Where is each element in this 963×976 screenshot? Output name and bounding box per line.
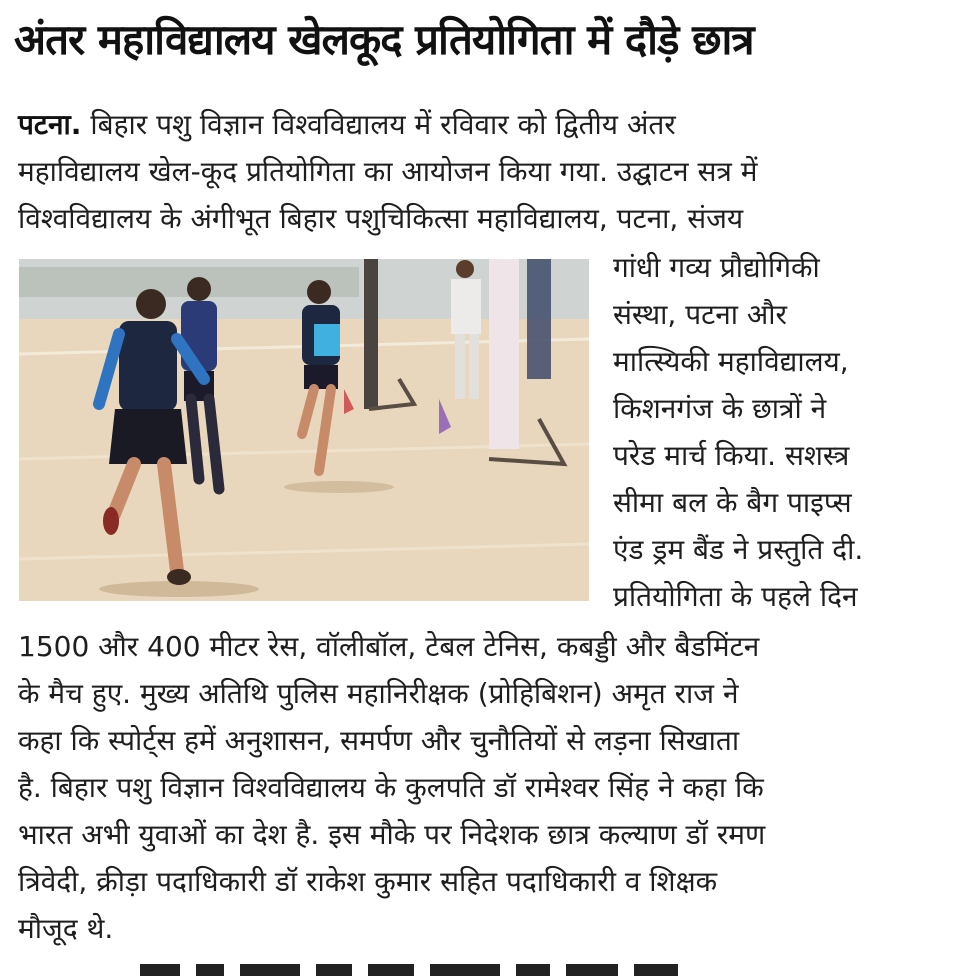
side-line-2: संस्था, पटना और	[613, 298, 788, 331]
body-line-4: 1500 और 400 मीटर रेस, वॉलीबॉल, टेबल टेनिस, कबड्डी और बैडमिंटन	[18, 630, 760, 663]
runner-shoe	[167, 569, 191, 585]
body-line-5: के मैच हुए. मुख्य अतिथि पुलिस महानिरीक्षक (प्रोहिबिशन) अमृत राज ने	[18, 677, 739, 710]
banner-post	[489, 259, 519, 449]
body-line-8: भारत अभी युवाओं का देश है. इस मौके पर निदेशक छात्र कल्याण डॉ रमण	[18, 818, 766, 851]
runner-shadow	[284, 481, 394, 493]
body-line-1: पटना. बिहार पशु विज्ञान विश्वविद्यालय में रविवार को द्वितीय अंतर	[18, 108, 676, 141]
runner-jersey	[119, 321, 177, 411]
side-line-1: गांधी गव्य प्रौद्योगिकी	[613, 251, 820, 284]
runner-head	[136, 289, 166, 319]
headline: अंतर महाविद्यालय खेलकूद प्रतियोगिता में दौड़े छात्र	[14, 15, 754, 64]
next-headline-cut	[140, 964, 800, 976]
dateline: पटना.	[18, 108, 82, 141]
news-photo	[19, 259, 589, 601]
body-line-2: महाविद्यालय खेल-कूद प्रतियोगिता का आयोजन किया गया. उद्घाटन सत्र में	[18, 155, 758, 188]
spectator	[527, 259, 551, 379]
runner-head	[307, 280, 331, 304]
runner-skirt	[109, 409, 187, 464]
side-line-8: प्रतियोगिता के पहले दिन	[613, 580, 858, 613]
official-leg	[469, 334, 479, 399]
side-line-4: किशनगंज के छात्रों ने	[613, 392, 827, 425]
pole	[364, 259, 378, 409]
body-line-3: विश्वविद्यालय के अंगीभूत बिहार पशुचिकित्सा महाविद्यालय, पटना, संजय	[18, 202, 744, 235]
body-line-7: है. बिहार पशु विज्ञान विश्वविद्यालय के कुलपति डॉ रामेश्वर सिंह ने कहा कि	[18, 771, 764, 804]
side-line-3: मात्स्यिकी महाविद्यालय,	[613, 345, 849, 378]
running-race-illustration	[19, 259, 589, 601]
side-line-5: परेड मार्च किया. सशस्त्र	[613, 439, 850, 472]
runner-bib	[314, 324, 340, 356]
official-head	[456, 260, 474, 278]
body-line-10: मौजूद थे.	[18, 912, 114, 945]
official-leg	[455, 334, 465, 399]
body-line-9: त्रिवेदी, क्रीड़ा पदाधिकारी डॉ राकेश कुमार सहित पदाधिकारी व शिक्षक	[18, 865, 718, 898]
runner-head	[187, 277, 211, 301]
body-line-6: कहा कि स्पोर्ट्स हमें अनुशासन, समर्पण और चुनौतियों से लड़ना सिखाता	[18, 724, 740, 757]
runner-shoe	[103, 507, 119, 535]
side-line-7: एंड ड्रम बैंड ने प्रस्तुति दी.	[613, 533, 864, 566]
official-body	[451, 279, 481, 334]
side-line-6: सीमा बल के बैग पाइप्स	[613, 486, 852, 519]
